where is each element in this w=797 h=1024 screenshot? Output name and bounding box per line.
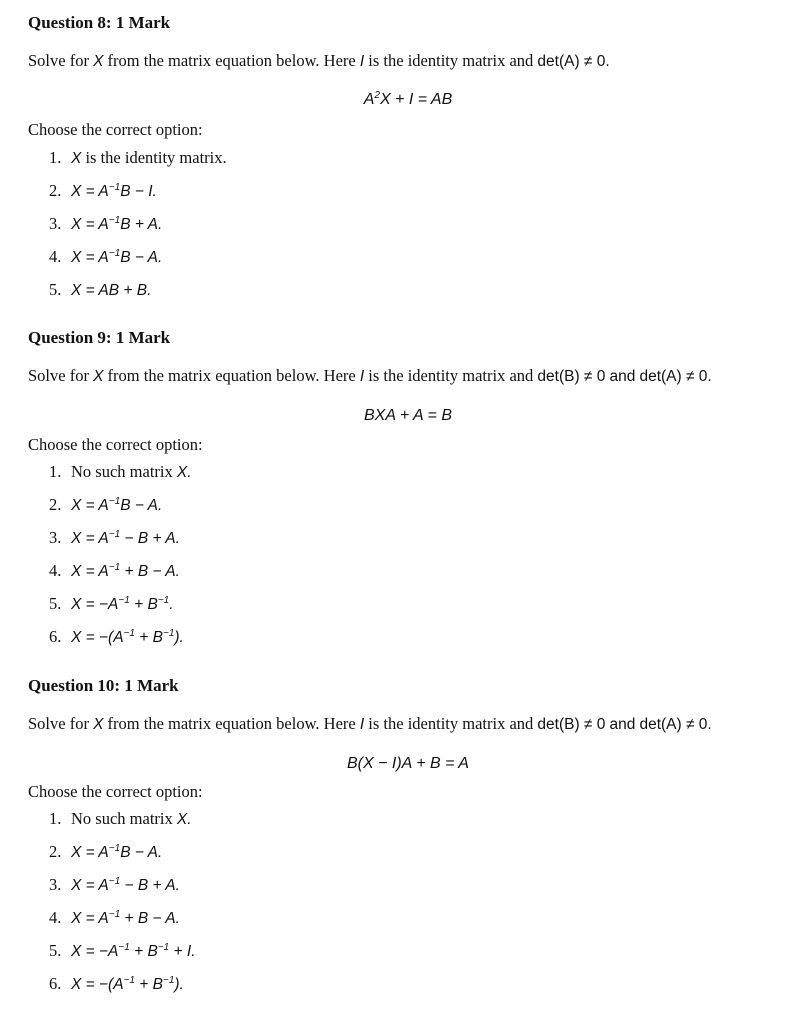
matrix-equation: $A^2X + I$ = AB	[363, 90, 453, 108]
matrix-equation: BXA + A = B	[363, 407, 453, 424]
option-6[interactable]: 6. $X = -(A^{-1} + B^{-1})$.	[49, 974, 184, 993]
option-1[interactable]: 1. No such matrix X.	[49, 462, 192, 481]
option-6[interactable]: 6. $X = -(A^{-1} + B^{-1})$.	[49, 627, 184, 646]
option-5[interactable]: 5. $X = -A^{-1} + B^{-1} + I$.	[49, 941, 196, 960]
question-instruction: Solve for X from the matrix equation below. Here I is the identity matrix and det(B) ≠ 0 and det(A) ≠ 0.	[28, 714, 712, 733]
choose-label: Choose the correct option:	[28, 120, 203, 139]
option-2[interactable]: 2. $X = A^{-1}B - A$.	[49, 495, 163, 514]
choose-label: Choose the correct option:	[28, 435, 203, 454]
option-4[interactable]: 4. $X = A^{-1} + B - A$.	[49, 561, 180, 580]
option-2[interactable]: 2. $X = A^{-1}B - A$.	[49, 842, 163, 861]
question-title: Question 9: 1 Mark	[28, 328, 171, 347]
option-4[interactable]: 4. $X = A^{-1} + B - A$.	[49, 908, 180, 927]
option-3[interactable]: 3. $X = A^{-1}B + A$.	[49, 214, 163, 233]
option-5[interactable]: 5. $X = -A^{-1} + B^{-1}$.	[49, 594, 174, 613]
option-1[interactable]: 1. No such matrix X.	[49, 809, 192, 828]
option-2[interactable]: 2. $X = A^{-1}B - I$.	[49, 181, 157, 200]
option-3[interactable]: 3. $X = A^{-1} - B + A$.	[49, 875, 180, 894]
matrix-equation: B(X − I)A + B = A	[347, 755, 469, 772]
question-instruction: Solve for X from the matrix equation below. Here I is the identity matrix and det(A) ≠ 0.	[28, 51, 610, 70]
question-title: Question 10: 1 Mark	[28, 676, 179, 695]
option-3[interactable]: 3. $X = A^{-1} - B + A$.	[49, 528, 180, 547]
document-page	[28, 0, 788, 1024]
option-1[interactable]: 1. X is the identity matrix.	[49, 148, 227, 167]
option-5[interactable]: 5. X = AB + B.	[49, 280, 152, 299]
choose-label: Choose the correct option:	[28, 782, 203, 801]
question-instruction: Solve for X from the matrix equation below. Here I is the identity matrix and det(B) ≠ 0 and det(A) ≠ 0.	[28, 366, 712, 385]
option-4[interactable]: 4. $X = A^{-1}B - A$.	[49, 247, 163, 266]
question-title: Question 8: 1 Mark	[28, 13, 171, 32]
